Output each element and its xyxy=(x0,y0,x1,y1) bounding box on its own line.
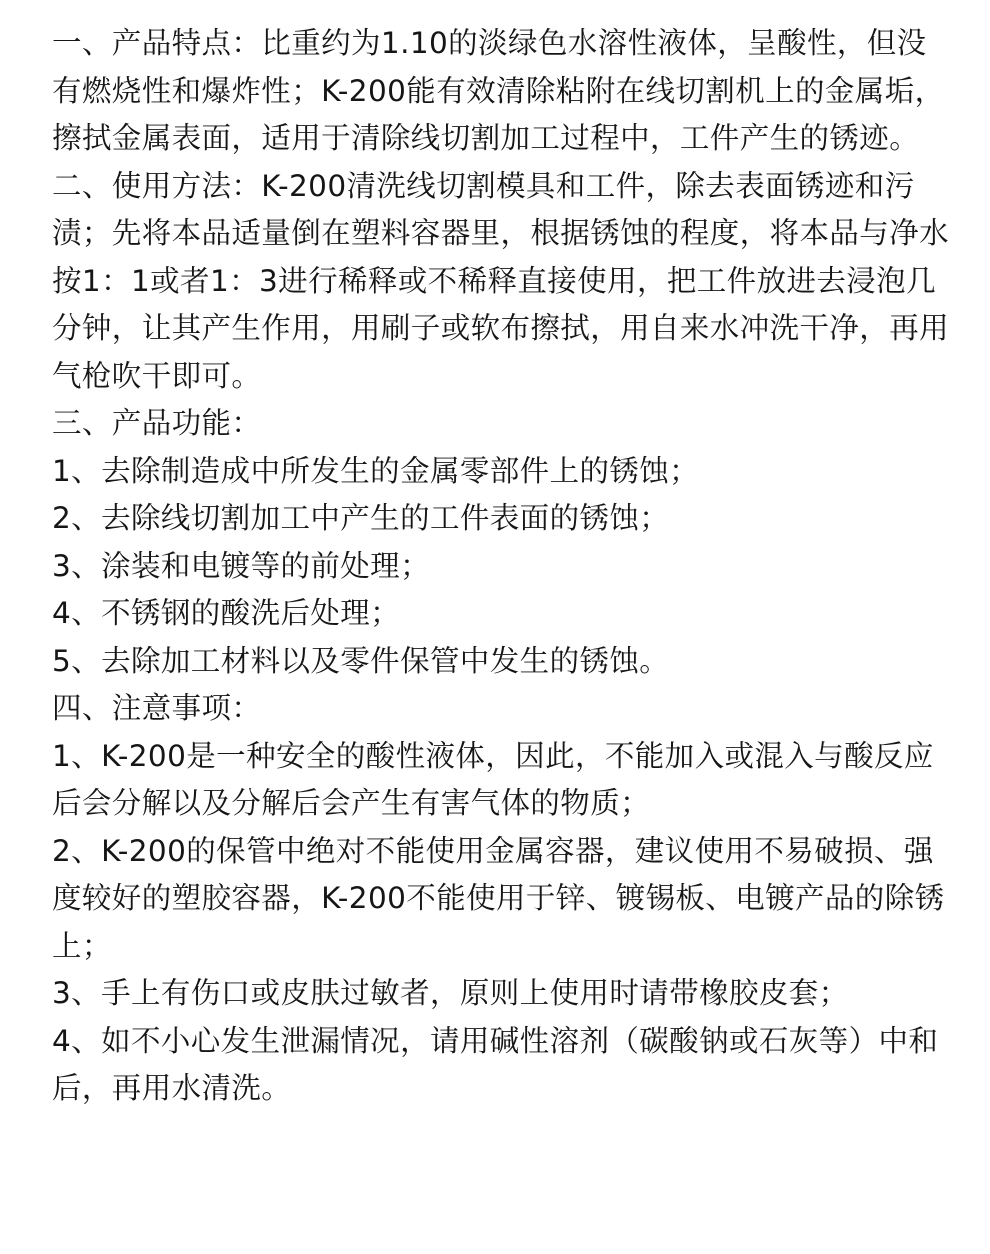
document-body xyxy=(52,20,952,1113)
section-product-features: 一、产品特点：比重约为1.10的淡绿色水溶性液体，呈酸性，但没有燃烧性和爆炸性；K-200能有效清除粘附在线切割机上的金属垢，擦拭金属表面，适用于清除线切割加工过程中，工件产生的锈迹。 xyxy=(52,26,945,155)
function-item-4: 4、不锈钢的酸洗后处理； xyxy=(52,596,401,630)
function-item-3: 3、涂装和电镀等的前处理； xyxy=(52,548,430,583)
section-usage-method: 二、使用方法：K-200清洗线切割模具和工件，除去表面锈迹和污渍；先将本品适量倒在塑料容器里，根据锈蚀的程度，将本品与净水按1：1或者1：3进行稀释或不稀释直接使用，把工件放进去浸泡几分钟，让其产生作用，用刷子或软布擦拭，用自来水冲洗干净，再用气枪吹干即可。 xyxy=(52,168,950,393)
precaution-item-1: 1、K-200是一种安全的酸性液体，因此，不能加入或混入与酸反应后会分解以及分解后会产生有害气体的物质； xyxy=(52,738,934,820)
precaution-item-2: 2、K-200的保管中绝对不能使用金属容器，建议使用不易破损、强度较好的塑胶容器，K-200不能使用于锌、镀锡板、电镀产品的除锈上； xyxy=(52,833,945,963)
precaution-item-4: 4、如不小心发生泄漏情况，请用碱性溶剂（碳酸钠或石灰等）中和后，再用水清洗。 xyxy=(52,1023,939,1105)
section-product-functions-heading: 三、产品功能： xyxy=(52,406,262,440)
function-item-5: 5、去除加工材料以及零件保管中发生的锈蚀。 xyxy=(52,643,670,678)
precaution-item-3: 3、手上有伤口或皮肤过敏者，原则上使用时请带橡胶皮套； xyxy=(52,976,849,1010)
function-item-2: 2、去除线切割加工中产生的工件表面的锈蚀； xyxy=(52,501,670,535)
function-item-1: 1、去除制造成中所发生的金属零部件上的锈蚀； xyxy=(52,453,700,488)
section-precautions-heading: 四、注意事项： xyxy=(52,691,262,725)
